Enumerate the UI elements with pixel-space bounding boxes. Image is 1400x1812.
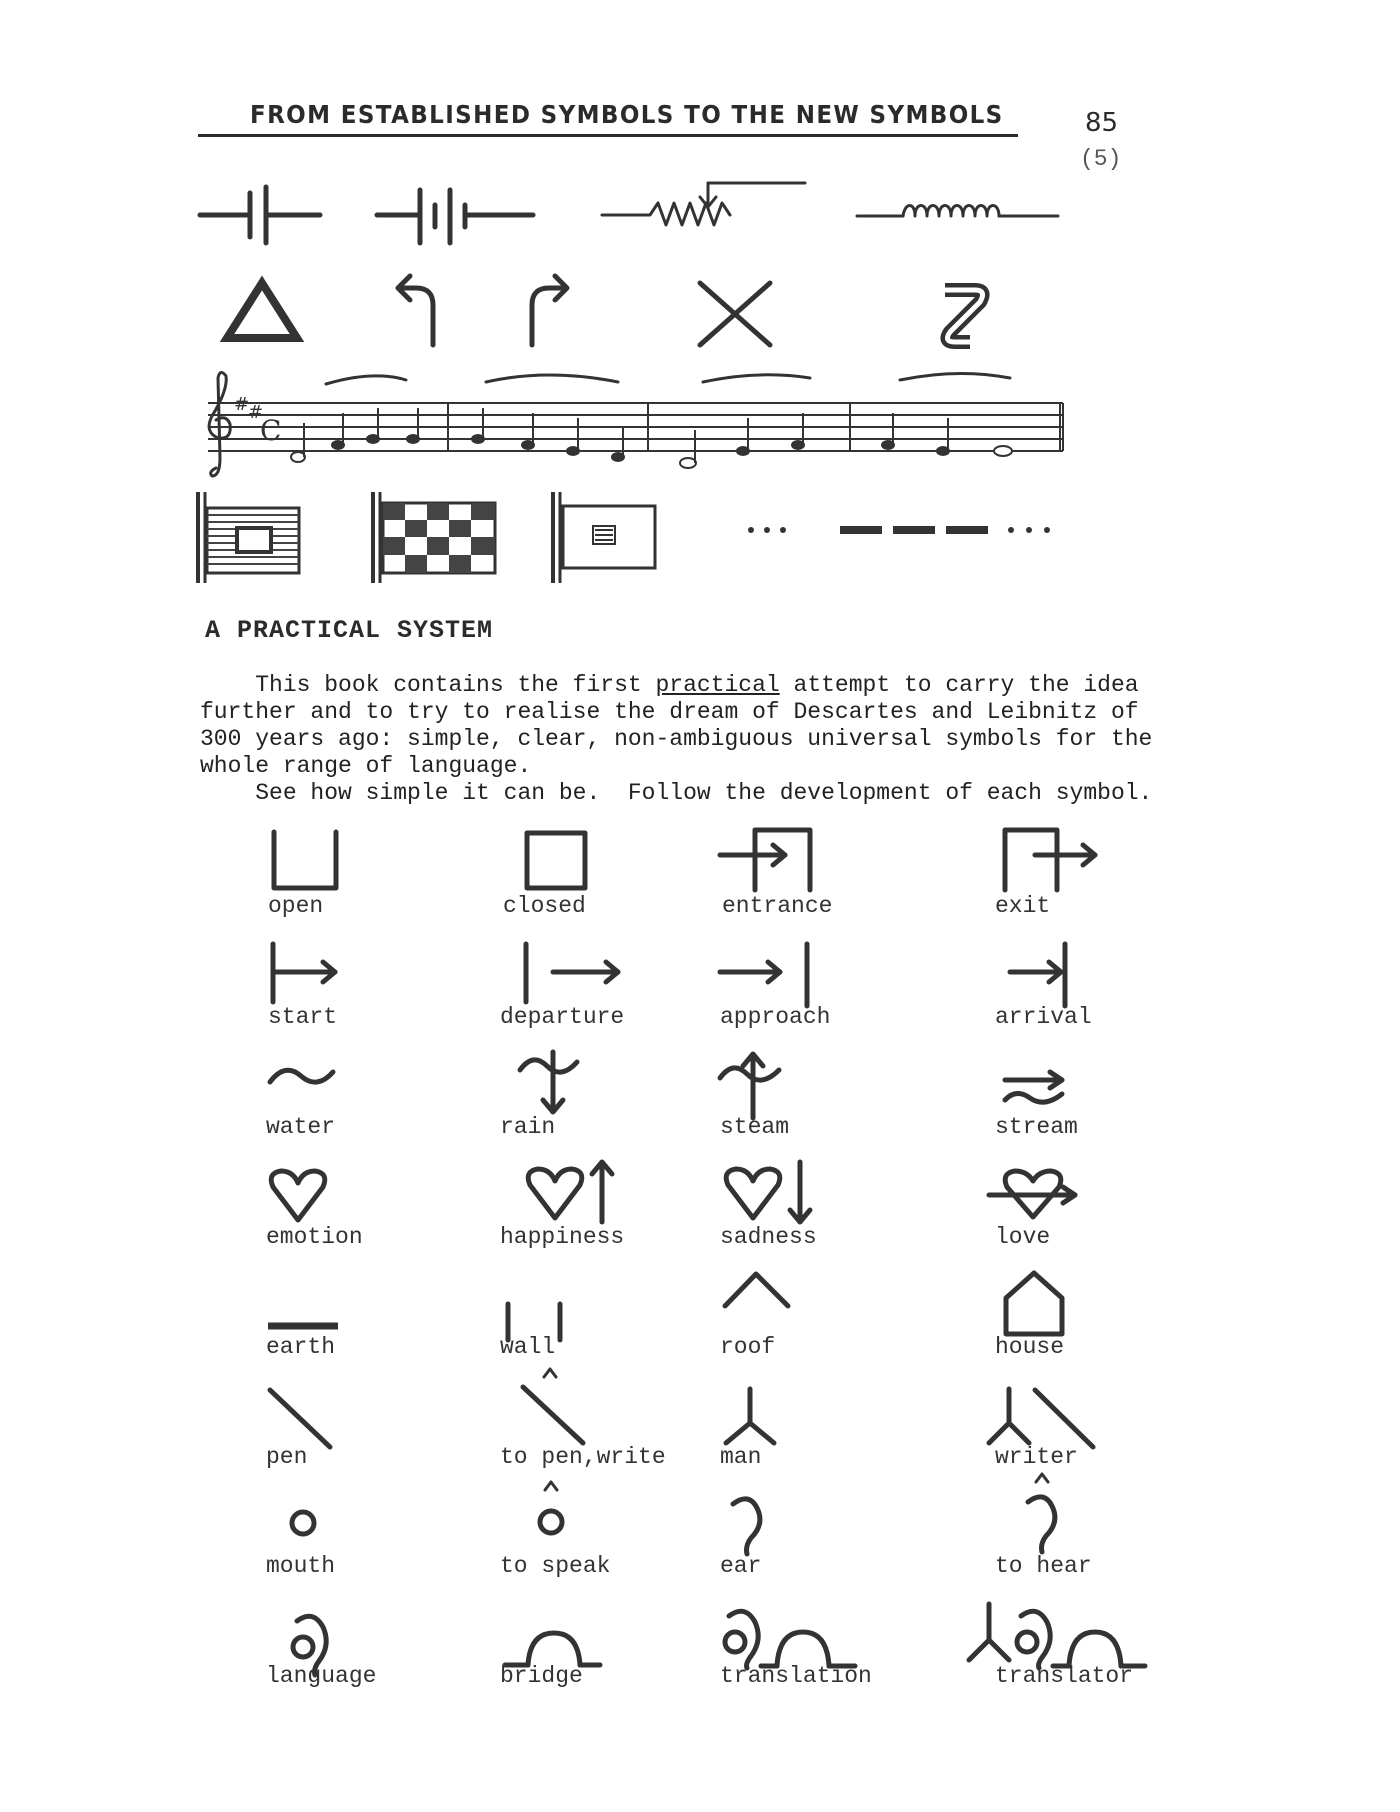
departure-symbol-icon	[518, 940, 628, 1005]
page-sub-number: (5)	[1080, 146, 1122, 172]
label-start: start	[268, 1004, 338, 1030]
emotion-heart-icon	[265, 1165, 335, 1225]
emphasis-practical: practical	[655, 672, 780, 698]
label-ear: ear	[720, 1553, 762, 1579]
label-water: water	[266, 1114, 336, 1140]
exit-symbol-icon	[995, 825, 1105, 895]
label-earth: earth	[266, 1334, 336, 1360]
page-number: 85	[1085, 108, 1119, 138]
music-staff-icon	[198, 368, 1068, 478]
start-symbol-icon	[265, 940, 345, 1005]
sadness-symbol-icon	[720, 1158, 815, 1228]
closed-symbol-icon	[522, 828, 592, 893]
page-header-title: FROM ESTABLISHED SYMBOLS TO THE NEW SYMBOLS	[250, 100, 1004, 129]
label-roof: roof	[720, 1334, 776, 1360]
signal-flag-icons	[195, 488, 675, 588]
label-closed: closed	[503, 893, 586, 919]
label-stream: stream	[995, 1114, 1078, 1140]
label-steam: steam	[720, 1114, 790, 1140]
label-language: language	[266, 1663, 377, 1689]
to-write-symbol-icon	[518, 1365, 593, 1445]
label-departure: departure	[500, 1004, 625, 1030]
label-arrival: arrival	[995, 1004, 1092, 1030]
label-translator: translator	[995, 1663, 1134, 1689]
header-rule	[198, 134, 1018, 137]
ear-symbol-icon	[725, 1490, 775, 1560]
house-symbol-icon	[998, 1268, 1073, 1340]
label-bridge: bridge	[500, 1663, 583, 1689]
label-exit: exit	[995, 893, 1051, 919]
label-man: man	[720, 1444, 762, 1470]
open-symbol-icon	[268, 828, 343, 893]
label-to-pen-write: to pen,write	[500, 1444, 666, 1470]
intro-paragraph	[200, 672, 1200, 807]
arrival-symbol-icon	[1005, 940, 1085, 1010]
label-translation: translation	[720, 1663, 872, 1689]
label-emotion: emotion	[266, 1224, 363, 1250]
label-rain: rain	[500, 1114, 556, 1140]
to-speak-symbol-icon	[533, 1478, 573, 1548]
label-happiness: happiness	[500, 1224, 625, 1250]
section-heading: A PRACTICAL SYSTEM	[205, 616, 494, 645]
label-pen: pen	[266, 1444, 308, 1470]
morse-code-icon	[745, 520, 1065, 540]
capacitor-icon	[198, 185, 323, 250]
turn-right-arrow-icon	[520, 270, 580, 350]
label-house: house	[995, 1334, 1065, 1360]
para-line-1: This book contains the first practical attempt to carry the idea	[200, 672, 1139, 698]
inductor-coil-icon	[855, 198, 1060, 234]
svg-text:C: C	[260, 414, 282, 447]
svg-text:#: #	[234, 394, 250, 415]
winding-road-icon	[925, 280, 1000, 355]
warning-triangle-icon	[222, 278, 302, 343]
battery-icon	[375, 185, 535, 250]
para-line-3: 300 years ago: simple, clear, non-ambiguous universal symbols for the	[200, 726, 1153, 752]
label-open: open	[268, 893, 324, 919]
steam-symbol-icon	[715, 1048, 795, 1123]
approach-symbol-icon	[715, 940, 825, 1010]
man-symbol-icon	[720, 1385, 785, 1450]
label-wall: wall	[500, 1334, 556, 1360]
label-love: love	[995, 1224, 1051, 1250]
rain-symbol-icon	[515, 1048, 590, 1118]
crossroad-x-icon	[695, 278, 775, 350]
para-line-2: further and to try to realise the dream of Descartes and Leibnitz of	[200, 699, 1139, 725]
label-mouth: mouth	[266, 1553, 336, 1579]
svg-text:#: #	[248, 402, 264, 423]
label-entrance: entrance	[722, 893, 833, 919]
label-to-hear: to hear	[995, 1553, 1092, 1579]
roof-symbol-icon	[720, 1268, 795, 1313]
to-hear-symbol-icon	[1020, 1470, 1070, 1560]
love-symbol-icon	[985, 1165, 1085, 1225]
stream-symbol-icon	[1000, 1070, 1075, 1115]
water-symbol-icon	[265, 1062, 340, 1092]
para-line-5: See how simple it can be. Follow the development of each symbol.	[200, 780, 1153, 806]
turn-left-arrow-icon	[388, 270, 448, 350]
label-to-speak: to speak	[500, 1553, 611, 1579]
variable-resistor-icon	[600, 175, 810, 235]
label-writer: writer	[995, 1444, 1078, 1470]
happiness-symbol-icon	[522, 1158, 617, 1228]
mouth-symbol-icon	[285, 1505, 325, 1545]
entrance-symbol-icon	[715, 825, 825, 895]
earth-symbol-icon	[266, 1320, 341, 1334]
label-sadness: sadness	[720, 1224, 817, 1250]
para-line-4: whole range of language.	[200, 753, 532, 779]
label-approach: approach	[720, 1004, 831, 1030]
